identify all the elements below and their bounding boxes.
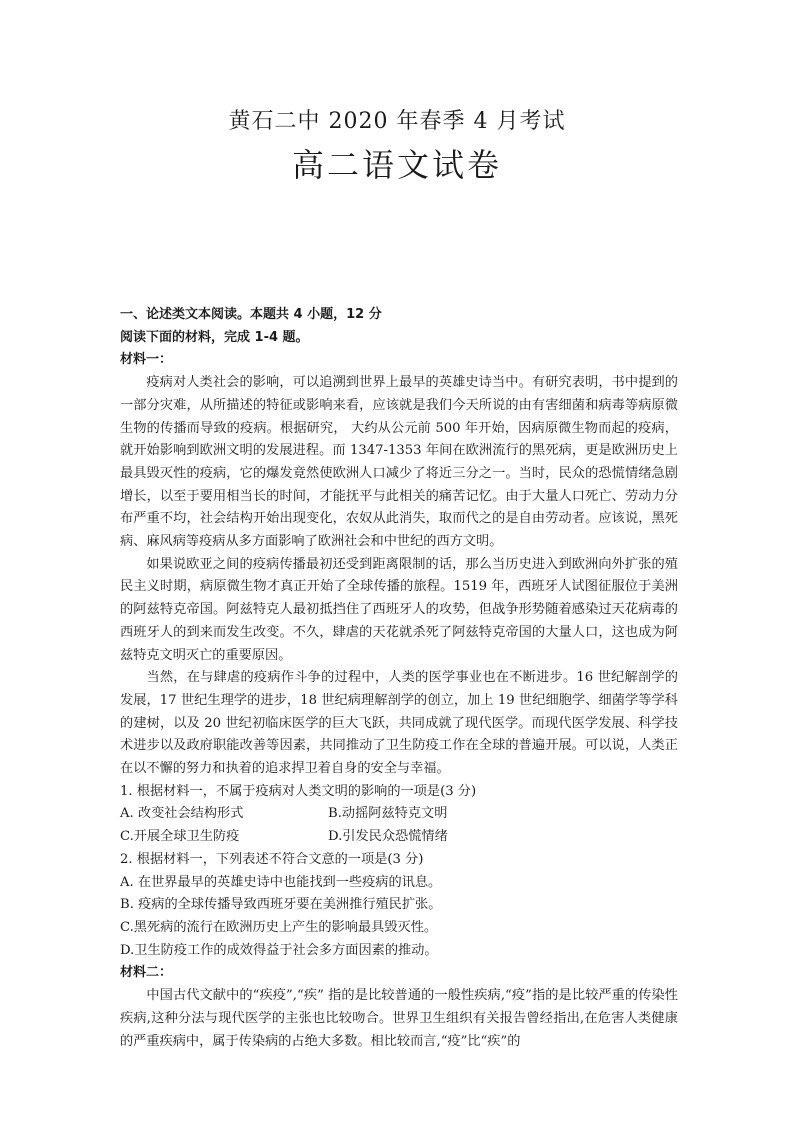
material-two-label: 材料二：: [120, 965, 173, 981]
question-2-stem: 2. 根据材料一，下列表述不符合文意的一项是(3 分): [120, 851, 424, 867]
question-1-option-d: D.引发民众恐慌情绪: [328, 829, 448, 845]
question-1-stem: 1. 根据材料一，不属于疫病对人类文明的影响的一项是(3 分): [120, 783, 477, 799]
question-1-option-a: A. 改变社会结构形式: [120, 806, 244, 822]
material-one-paragraph-3: 当然，在与肆虐的疫病作斗争的过程中，人类的医学事业也在不断进步。16 世纪解剖学的发展，17 世纪生理学的进步，18 世纪病理解剖学的创立，加上 19 世纪细胞学、细菌学等学科的建树，以及 20 世纪初临床医学的巨大飞跃，共同成就了现代医学。而现代医学发展、科学技术进步以及政府职能改善等因素，共同推动了卫生防疫工作在全球的普遍开展。可以说，人类正在以不懈的努力和执着的追求捍卫着自身的安全与幸福。: [120, 670, 678, 777]
school-exam-title: 黄石二中 2020 年春季 4 月考试: [228, 109, 566, 134]
question-2-option-d: D.卫生防疫工作的成效得益于社会多方面因素的推动。: [120, 942, 438, 958]
question-1-option-b: B.动摇阿兹特克文明: [328, 806, 448, 822]
question-2-option-c: C.黑死病的流行在欧洲历史上产生的影响最具毁灭性。: [120, 919, 438, 935]
question-1-options-row-2: [120, 826, 678, 849]
material-two-paragraph: 中国古代文献中的“疾疫”,“疾” 指的是比较普通的一般性疾病,“疫”指的是比较严重的传染性疾病,这种分法与现代医学的主张也比较吻合。世界卫生组织有关报告曾经指出,在危害人类健康的严重疾病中，属于传染病的占绝大多数。相比较而言,“疫”比“疾”的: [120, 988, 678, 1049]
question-2-option-b: B. 疫病的全球传播导致西班牙要在美洲推行殖民扩张。: [120, 897, 442, 913]
section-heading: 一、论述类文本阅读。本题共 4 小题，12 分: [120, 307, 382, 322]
question-1-option-c: C.开展全球卫生防疫: [120, 829, 240, 845]
material-one-paragraph-2: 如果说欧亚之间的疫病传播最初还受到距离限制的话，那么当历史进入到欧洲向外扩张的殖民主义时期，病原微生物才真正开始了全球传播的旅程。1519 年，西班牙人试图征服位于美洲的阿兹特克帝国。阿兹特克人最初抵挡住了西班牙人的攻势，但战争形势随着感染过天花病毒的西班牙人的到来而发生改变。不久，肆虐的天花就杀死了阿兹特克帝国的大量人口，这也成为阿兹特克文明灭亡的重要原因。: [120, 556, 678, 663]
paper-title: 高二语文试卷: [291, 146, 502, 184]
question-1-options-row-1: [120, 803, 678, 826]
question-2-option-a: A. 在世界最早的英雄史诗中也能找到一些疫病的讯息。: [120, 874, 442, 890]
reading-instruction: 阅读下面的材料，完成 1-4 题。: [120, 329, 309, 345]
material-one-label: 材料一：: [120, 352, 173, 368]
section-one: [120, 304, 678, 1053]
material-one-paragraph-1: 疫病对人类社会的影响，可以追溯到世界上最早的英雄史诗当中。有研究表明，书中提到的一部分灾难，从所描述的特征或影响来看，应该就是我们今天所说的由有害细菌和病毒等病原微生物的传播而导致的疫病。根据研究， 大约从公元前 500 年开始，因病原微生物而起的疫病，就开始影响到欧洲文明的发展进程。而 1347-1353 年间在欧洲流行的黑死病，更是欧洲历史上最具毁灭性的疫病，它的爆发竟然使欧洲人口减少了将近三分之一。当时，民众的恐慌情绪急剧增长，以至于要用相当长的时间，才能抚平与此相关的痛苦记忆。由于大量人口死亡、劳动力分布严重不均，社会结构开始出现变化，农奴从此消失，取而代之的是自由劳动者。应该说，黑死病、麻风病等疫病从多方面影响了欧洲社会和中世纪的西方文明。: [120, 375, 678, 550]
